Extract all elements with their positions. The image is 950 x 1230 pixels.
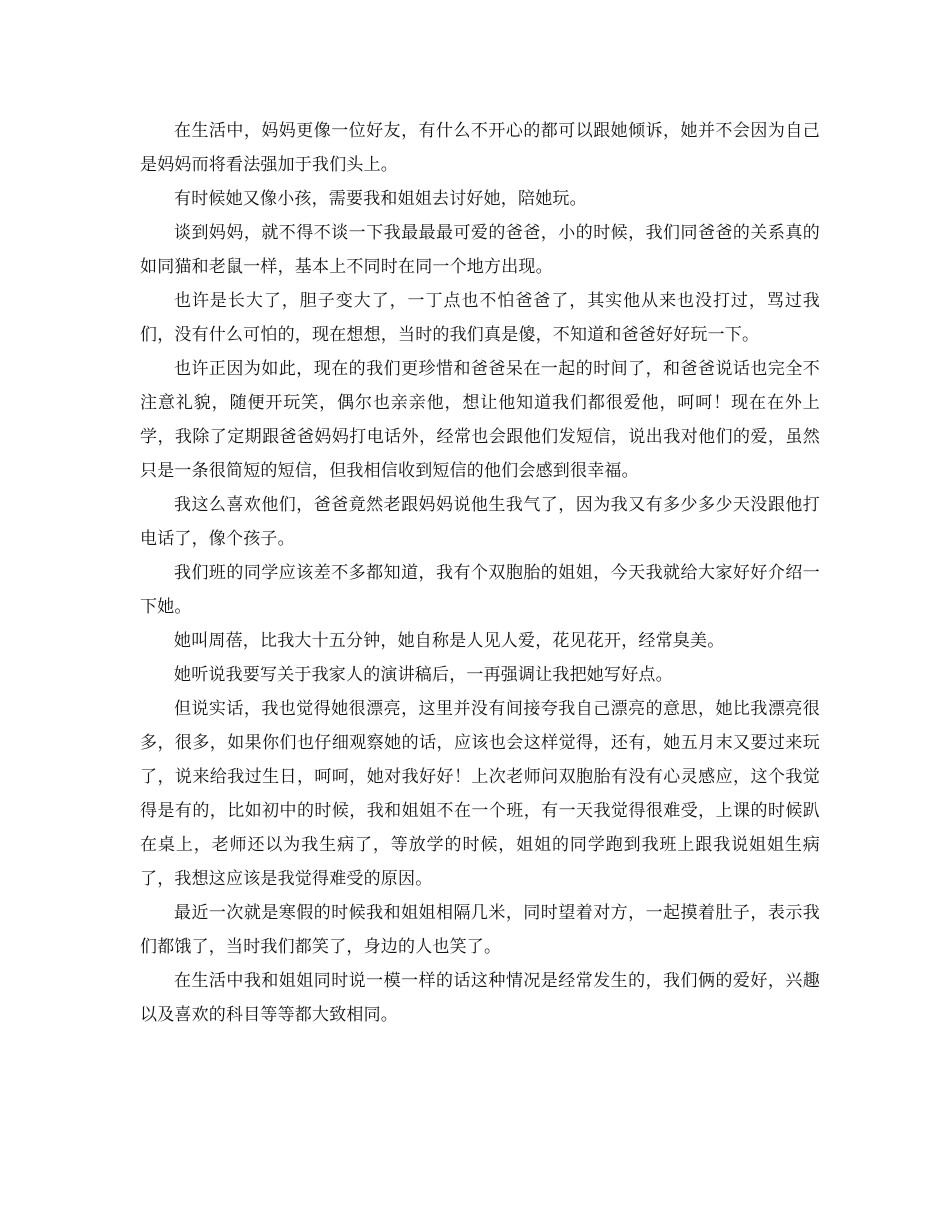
paragraph-10: 但说实话，我也觉得她很漂亮，这里并没有间接夸我自己漂亮的意思，她比我漂亮很多，很多，如果你们也仔细观察她的话，应该也会这样觉得，还有，她五月末又要过来玩了，说来给我过生日，呵呵，她对我好好！上次老师问双胞胎有没有心灵感应，这个我觉得是有的，比如初中的时候，我和姐姐不在一个班，有一天我觉得很难受，上课的时候趴在桌上，老师还以为我生病了，等放学的时候，姐姐的同学跑到我班上跟我说姐姐生病了，我想这应该是我觉得难受的原因。: [140, 699, 820, 889]
paragraph-2: 有时候她又像小孩，需要我和姐姐去讨好她，陪她玩。: [174, 189, 587, 209]
document-body: [140, 114, 820, 1032]
paragraph-8: 她叫周蓓，比我大十五分钟，她自称是人见人爱，花见花开，经常臭美。: [174, 631, 725, 651]
paragraph-5: 也许正因为如此，现在的我们更珍惜和爸爸呆在一起的时间了，和爸爸说话也完全不注意礼貌，随便开玩笑，偶尔也亲亲他，想让他知道我们都很爱他，呵呵！现在在外上学，我除了定期跟爸爸妈妈打电话外，经常也会跟他们发短信，说出我对他们的爱，虽然只是一条很简短的短信，但我相信收到短信的他们会感到很幸福。: [140, 359, 820, 481]
paragraph-12: 在生活中我和姐姐同时说一模一样的话这种情况是经常发生的，我们俩的爱好，兴趣以及喜欢的科目等等都大致相同。: [140, 971, 820, 1025]
paragraph-1: 在生活中，妈妈更像一位好友，有什么不开心的都可以跟她倾诉，她并不会因为自己是妈妈而将看法强加于我们头上。: [140, 121, 820, 175]
paragraph-6: 我这么喜欢他们，爸爸竟然老跟妈妈说他生我气了，因为我又有多少多少天没跟他打电话了，像个孩子。: [140, 495, 820, 549]
paragraph-4: 也许是长大了，胆子变大了，一丁点也不怕爸爸了，其实他从来也没打过，骂过我们，没有什么可怕的，现在想想，当时的我们真是傻，不知道和爸爸好好玩一下。: [140, 291, 820, 345]
paragraph-7: 我们班的同学应该差不多都知道，我有个双胞胎的姐姐，今天我就给大家好好介绍一下她。: [140, 563, 820, 617]
paragraph-9: 她听说我要写关于我家人的演讲稿后，一再强调让我把她写好点。: [174, 665, 673, 685]
paragraph-3: 谈到妈妈，就不得不谈一下我最最最可爱的爸爸，小的时候，我们同爸爸的关系真的如同猫和老鼠一样，基本上不同时在同一个地方出现。: [140, 223, 820, 277]
paragraph-11: 最近一次就是寒假的时候我和姐姐相隔几米，同时望着对方，一起摸着肚子，表示我们都饿了，当时我们都笑了，身边的人也笑了。: [140, 903, 820, 957]
